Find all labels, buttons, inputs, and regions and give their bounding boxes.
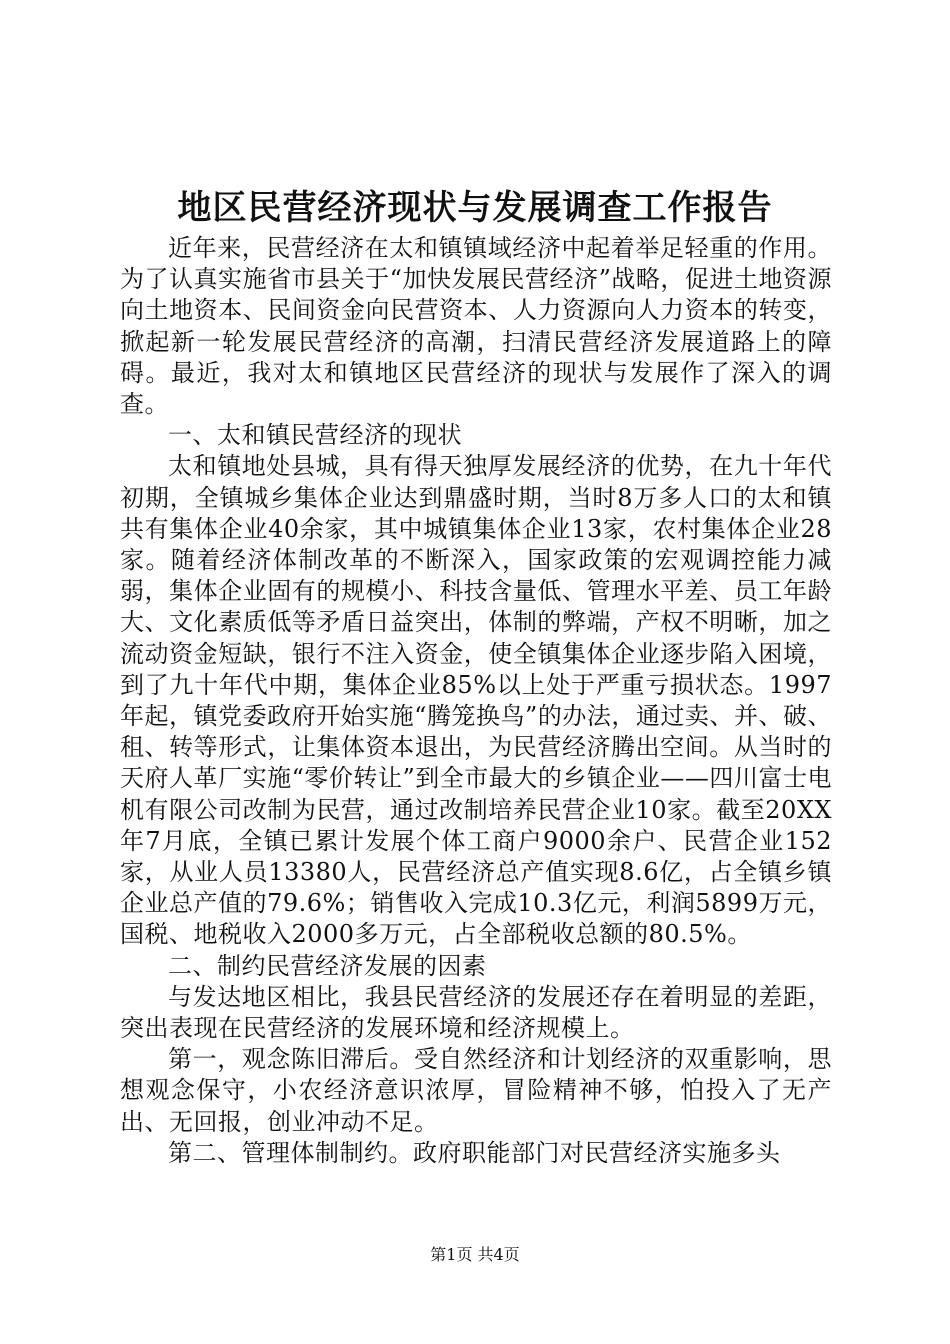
section-heading-2: 二、制约民营经济发展的因素 [168,951,487,980]
paragraph-status: 太和镇地处县城，具有得天独厚发展经济的优势，在九十年代初期，全镇城乡集体企业达到鼎盛时期，当时8万多人口的太和镇共有集体企业40余家，其中城镇集体企业13家，农村集体企业28家。随着经济体制改革的不断深入，国家政策的宏观调控能力减弱，集体企业固有的规模小、科技含量低、管理水平差、员工年龄大、文化素质低等矛盾日益突出，体制的弊端，产权不明晰，加之流动资金短缺，银行不注入资金，使全镇集体企业逐步陷入困境，到了九十年代中期，集体企业85%以上处于严重亏损状态。1997年起，镇党委政府开始实施“腾笼换鸟”的办法，通过卖、并、破、租、转等形式，让集体资本退出，为民营经济腾出空间。从当时的天府人革厂实施“零价转让”到全市最大的乡镇企业——四川富士电机有限公司改制为民营，通过改制培养民营企业10家。截至20XX年7月底，全镇已累计发展个体工商户9000余户、民营企业152家，从业人员13380人，民营经济总产值实现8.6亿，占全镇乡镇企业总产值的79.6%；销售收入完成10.3亿元，利润5899万元，国税、地税收入2000多万元，占全部税收总额的80.5%。 [120,452,832,949]
paragraph-intro: 近年来，民营经济在太和镇镇域经济中起着举足轻重的作用。为了认真实施省市县关于“加快发展民营经济”战略，促进土地资源向土地资本、民间资金向民营资本、人力资源向人力资本的转变，掀起新一轮发展民营经济的高潮，扫清民营经济发展道路上的障碍。最近，我对太和镇地区民营经济的现状与发展作了深入的调查。 [120,234,832,419]
paragraph-gap: 与发达地区相比，我县民营经济的发展还存在着明显的差距，突出表现在民营经济的发展环境和经济规模上。 [120,982,832,1043]
paragraph-second-factor: 第二、管理体制制约。政府职能部门对民营经济实施多头 [168,1138,781,1167]
page-number-footer: 第1页 共4页 [430,1245,520,1264]
document-title: 地区民营经济现状与发展调查工作报告 [177,188,773,228]
section-heading-1: 一、太和镇民营经济的现状 [168,421,462,450]
document-body [120,233,832,1169]
paragraph-first-factor: 第一，观念陈旧滞后。受自然经济和计划经济的双重影响，思想观念保守，小农经济意识浓厚，冒险精神不够，怕投入了无产出、无回报，创业冲动不足。 [120,1045,832,1136]
